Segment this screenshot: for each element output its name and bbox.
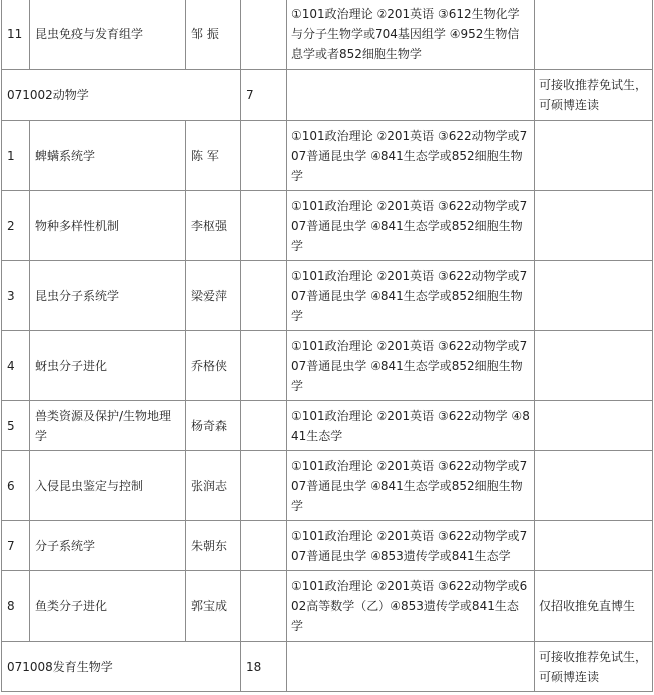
remarks xyxy=(535,521,653,571)
enrollment-count xyxy=(241,331,287,401)
remarks xyxy=(535,451,653,521)
remarks xyxy=(535,261,653,331)
research-direction: 物种多样性机制 xyxy=(30,191,186,261)
table-row xyxy=(2,191,653,261)
enrollment-count xyxy=(241,0,287,70)
supervisor: 杨奇森 xyxy=(186,401,241,451)
supervisor: 朱朝东 xyxy=(186,521,241,571)
exam-subjects: ①101政治理论 ②201英语 ③612生物化学与分子生物学或704基因组学 ④952生物信息学或者852细胞生物学 xyxy=(287,0,535,70)
supervisor: 梁爱萍 xyxy=(186,261,241,331)
supervisor: 郭宝成 xyxy=(186,571,241,642)
table-row xyxy=(2,0,653,70)
exam-subjects: ①101政治理论 ②201英语 ③622动物学或602高等数学（乙）④853遗传学或841生态学 xyxy=(287,571,535,642)
table-row xyxy=(2,401,653,451)
exam-subjects xyxy=(287,70,535,121)
row-number: 6 xyxy=(2,451,30,521)
exam-subjects: ①101政治理论 ②201英语 ③622动物学 ④841生态学 xyxy=(287,401,535,451)
research-direction: 蚜虫分子进化 xyxy=(30,331,186,401)
row-number: 3 xyxy=(2,261,30,331)
research-direction: 兽类资源及保护/生物地理学 xyxy=(30,401,186,451)
research-direction: 昆虫分子系统学 xyxy=(30,261,186,331)
major-row xyxy=(2,642,653,692)
remarks: 可接收推荐免试生，可硕博连读 xyxy=(535,70,653,121)
row-number: 7 xyxy=(2,521,30,571)
supervisor: 乔格侠 xyxy=(186,331,241,401)
remarks: 仅招收推免直博生 xyxy=(535,571,653,642)
table-row xyxy=(2,521,653,571)
major-row xyxy=(2,70,653,121)
research-direction: 分子系统学 xyxy=(30,521,186,571)
research-direction: 入侵昆虫鉴定与控制 xyxy=(30,451,186,521)
enrollment-count xyxy=(241,401,287,451)
supervisor: 张润志 xyxy=(186,451,241,521)
remarks xyxy=(535,331,653,401)
exam-subjects: ①101政治理论 ②201英语 ③622动物学或707普通昆虫学 ④841生态学或852细胞生物学 xyxy=(287,121,535,191)
row-number: 11 xyxy=(2,0,30,70)
table-row xyxy=(2,451,653,521)
table-row xyxy=(2,571,653,642)
enrollment-count: 7 xyxy=(241,70,287,121)
remarks xyxy=(535,401,653,451)
row-number: 4 xyxy=(2,331,30,401)
row-number: 2 xyxy=(2,191,30,261)
row-number: 8 xyxy=(2,571,30,642)
row-number: 5 xyxy=(2,401,30,451)
supervisor: 邹 振 xyxy=(186,0,241,70)
major-name: 071008发育生物学 xyxy=(2,642,241,692)
supervisor: 陈 军 xyxy=(186,121,241,191)
supervisor: 李枢强 xyxy=(186,191,241,261)
row-number: 1 xyxy=(2,121,30,191)
enrollment-count: 18 xyxy=(241,642,287,692)
exam-subjects: ①101政治理论 ②201英语 ③622动物学或707普通昆虫学 ④841生态学或852细胞生物学 xyxy=(287,191,535,261)
admissions-table-body xyxy=(2,0,653,692)
remarks: 可接收推荐免试生，可硕博连读 xyxy=(535,642,653,692)
enrollment-count xyxy=(241,261,287,331)
exam-subjects: ①101政治理论 ②201英语 ③622动物学或707普通昆虫学 ④841生态学或852细胞生物学 xyxy=(287,331,535,401)
enrollment-count xyxy=(241,451,287,521)
table-row xyxy=(2,121,653,191)
admissions-table xyxy=(1,0,653,692)
remarks xyxy=(535,0,653,70)
major-name: 071002动物学 xyxy=(2,70,241,121)
enrollment-count xyxy=(241,191,287,261)
enrollment-count xyxy=(241,121,287,191)
research-direction: 蜱螨系统学 xyxy=(30,121,186,191)
enrollment-count xyxy=(241,521,287,571)
exam-subjects: ①101政治理论 ②201英语 ③622动物学或707普通昆虫学 ④841生态学或852细胞生物学 xyxy=(287,451,535,521)
table-row xyxy=(2,261,653,331)
research-direction: 鱼类分子进化 xyxy=(30,571,186,642)
remarks xyxy=(535,191,653,261)
exam-subjects: ①101政治理论 ②201英语 ③622动物学或707普通昆虫学 ④853遗传学或841生态学 xyxy=(287,521,535,571)
exam-subjects xyxy=(287,642,535,692)
exam-subjects: ①101政治理论 ②201英语 ③622动物学或707普通昆虫学 ④841生态学或852细胞生物学 xyxy=(287,261,535,331)
research-direction: 昆虫免疫与发育组学 xyxy=(30,0,186,70)
remarks xyxy=(535,121,653,191)
enrollment-count xyxy=(241,571,287,642)
table-row xyxy=(2,331,653,401)
